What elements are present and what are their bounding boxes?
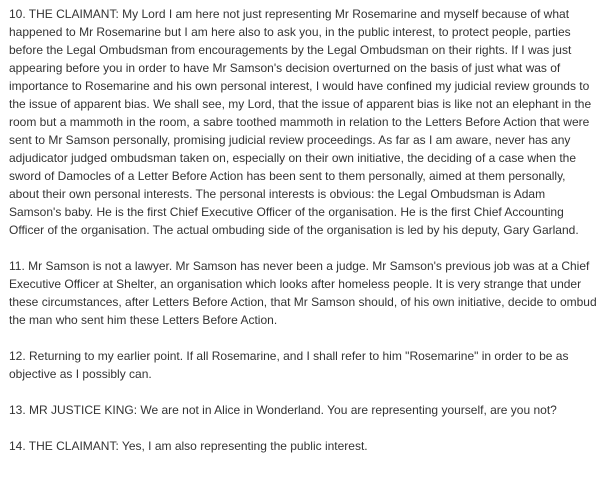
paragraph-11: 11. Mr Samson is not a lawyer. Mr Samson has never been a judge. Mr Samson's previous job was at a Chief Executive Officer at Shelter, an organisation which looks after homeless people. It is very strange that under these circumstances, after Letters Before Action, that Mr Samson should, of his own initiative, decide to ombud the man who sent him these Letters Before Action.: [9, 259, 597, 327]
paragraph-13: 13. MR JUSTICE KING: We are not in Alice in Wonderland. You are representing yourself, are you not?: [9, 403, 557, 417]
paragraph-12: 12. Returning to my earlier point. If all Rosemarine, and I shall refer to him "Rosemarine" in order to be as objective as I possibly can.: [9, 349, 569, 381]
paragraph-10: 10. THE CLAIMANT: My Lord I am here not just representing Mr Rosemarine and myself because of what happened to Mr Rosemarine but I am here also to ask you, in the public interest, to protect people, parties before the Legal Ombudsman from encouragements by the Legal Ombudsman on their rights. If I was just appearing before you in order to have Mr Samson's decision overturned on the basis of just what was of importance to Rosemarine and his own personal interest, I would have confined my judicial review grounds to the issue of apparent bias. We shall see, my Lord, that the issue of apparent bias is like not an elephant in the room but a mammoth in the room, a sabre toothed mammoth in relation to the Letters Before Action that were sent to Mr Samson personally, promising judicial review proceedings. As far as I am aware, never has any adjudicator judged ombudsman taken on, especially on their own initiative, the deciding of a case when the sword of Damocles of a Letter Before Action has been sent to them personally, aimed at them personally, about their own personal interests. The personal interests is obvious: the Legal Ombudsman is Adam Samson's baby. He is the first Chief Executive Officer of the organisation. He is the first Chief Accounting Officer of the organisation. The actual ombuding side of the organisation is led by his deputy, Gary Garland.: [9, 7, 592, 237]
paragraph-14: 14. THE CLAIMANT: Yes, I am also representing the public interest.: [9, 439, 368, 453]
